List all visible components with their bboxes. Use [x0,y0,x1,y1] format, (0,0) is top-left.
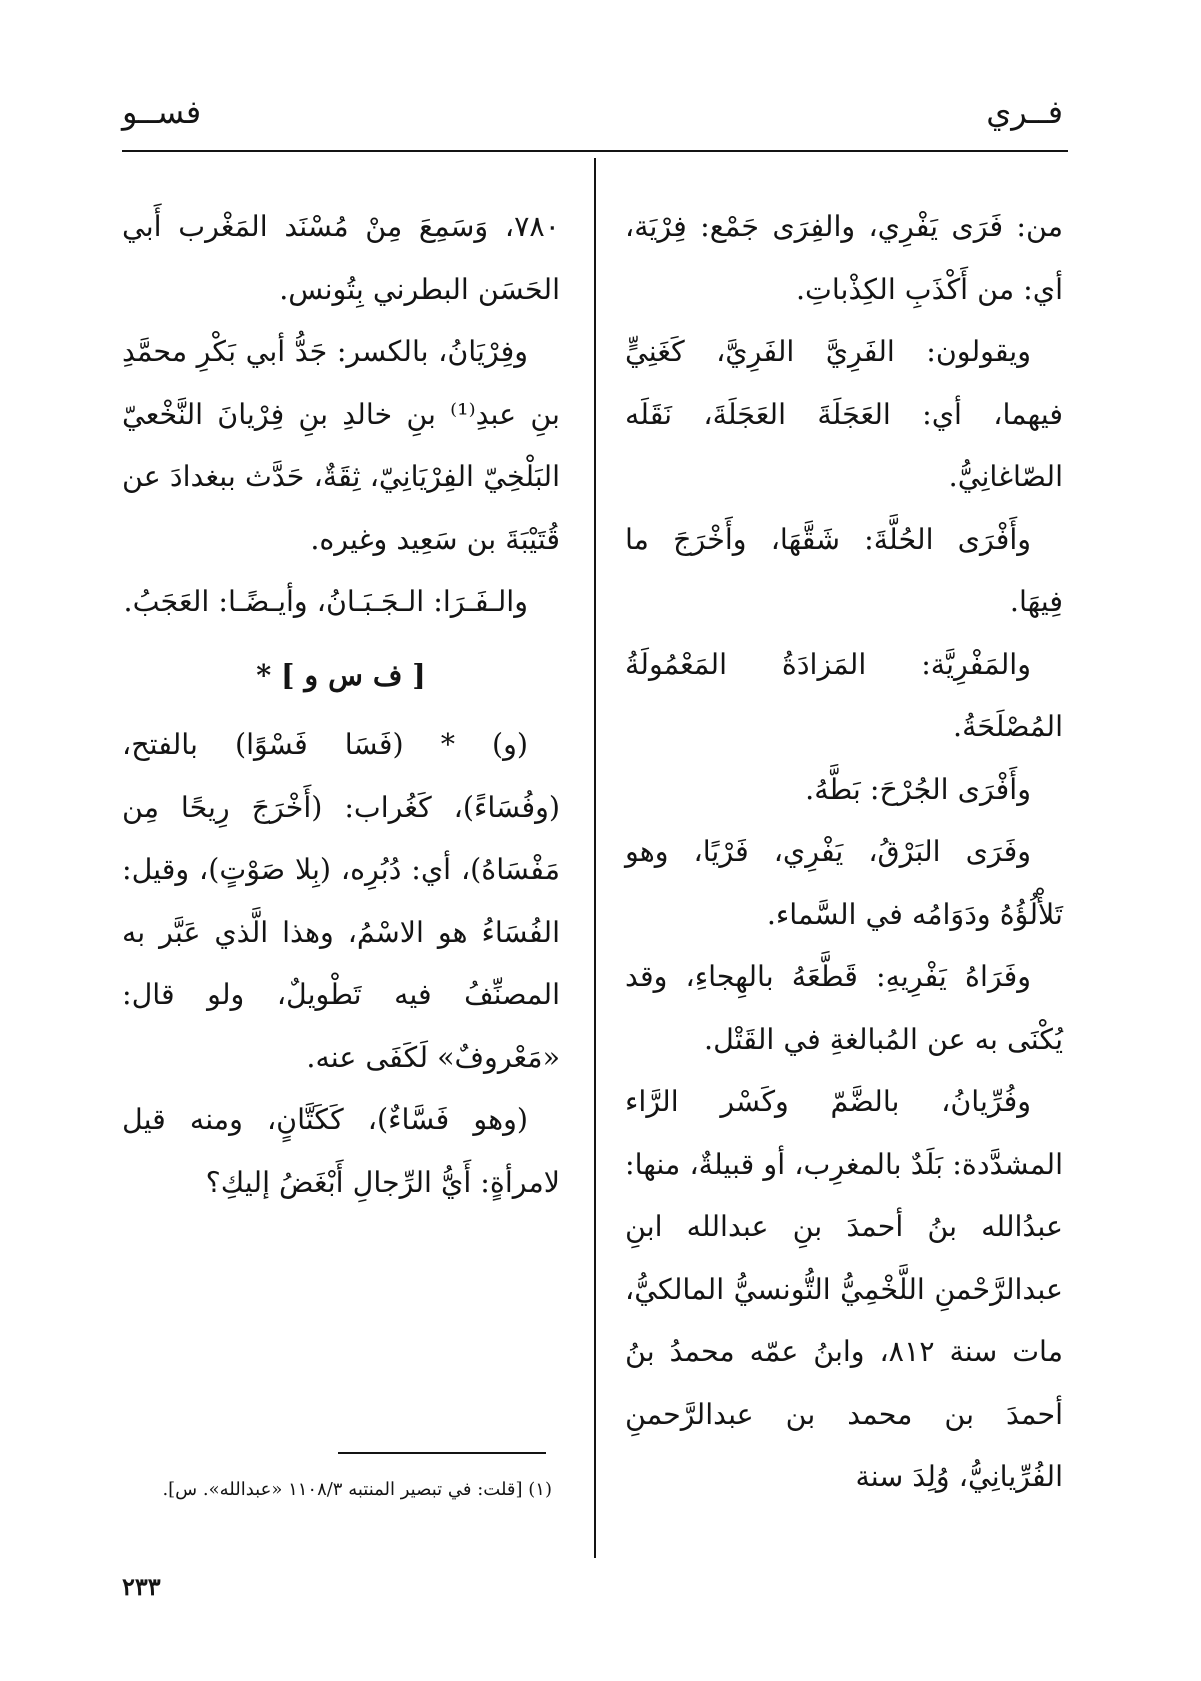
entry-paragraph: وفَرَى البَرْقُ، يَفْرِي، فَرْيًا، وهو تَلأْلُؤُهُ ودَوَامُه في السَّماء. [625,835,1063,931]
left-column [122,196,560,1214]
entry-paragraph: والـفَـرَا: الـجَـبَـانُ، وأيـضًـا: العَجَبُ. [123,585,528,618]
footnote: (١) [قلت: في تبصير المنتبه ١١٠٨/٣ «عبدالله». س]. [162,1479,552,1500]
header-rule [122,150,1068,152]
page-number: ٢٣٣ [122,1572,161,1601]
entry-paragraph: ويقولون: الفَرِيَّ الفَرِيَّ، كَغَنِيٍّ فيهما، أي: العَجَلَةَ العَجَلَةَ، نَقَلَه الصّاغانِيُّ. [625,335,1063,493]
entry-paragraph: وفَرَاهُ يَفْرِيهِ: قَطَّعَهُ بالهِجاءِ، وقد يُكْنَى به عن المُبالغةِ في القَتْل. [625,960,1063,1056]
column-divider [594,158,596,1558]
entry-paragraph: (وهو فَسَّاءٌ)، كَكَتَّانٍ، ومنه قيل لامرأةٍ: أَيُّ الرِّجالِ أَبْغَضُ إليكِ؟ [122,1103,560,1199]
entry-paragraph: (و) * (فَسَا فَسْوًا) بالفتح، (وفُسَاءً)، كَغُراب: (أَخْرَجَ رِيحًا مِن مَفْسَاهُ)، أي: دُبُرِه، (بِلا صَوْتٍ)، وقيل: الفُسَاءُ هو الاسْمُ، وهذا الَّذي عَبَّر به المصنِّفُ فيه تَطْويلٌ، ولو قال: «مَعْروفٌ» لَكَفَى عنه. [122,728,560,1074]
entry-paragraph: وأَفْرَى الحُلَّةَ: شَقَّهَا، وأَخْرَجَ ما فِيهَا. [625,522,1063,618]
root-heading: [ ف س و ] * [256,657,426,692]
running-header-left: فســو [122,93,202,131]
right-column [625,196,1063,1509]
footnote-rule [338,1452,546,1454]
entry-paragraph: والمَفْرِيَّة: المَزادَةُ المَعْمُولَةُ المُصْلَحَةُ. [625,647,1063,743]
entry-paragraph: وفُرِّيانُ، بالضَّمّ وكَسْر الرَّاء المشدَّدة: بَلَدٌ بالمغرِب، أو قبيلةٌ، منها: عبدُالله بنُ أحمدَ بنِ عبدالله ابنِ عبدالرَّحْمنِ اللَّخْمِيُّ التُّونسيُّ المالكيُّ، مات سنة ٨١٢، وابنُ عمّه محمدُ بنُ أحمدَ بن محمد بن عبدالرَّحمنِ الفُرِّيانِيُّ، وُلِدَ سنة [625,1085,1063,1493]
entry-paragraph: ٧٨٠، وَسَمِعَ مِنْ مُسْنَد المَغْرب أَبي الحَسَن البطرني بِتُونس. [122,210,560,306]
entry-paragraph: وفِرْيَانُ، بالكسر: جَدُّ أبي بَكْرِ محمَّدِ بنِ عبدِ⁽¹⁾ بنِ خالدِ بنِ فِرْيانَ النَّخْعيّ البَلْخِيّ الفِرْيَانِيّ، ثِقَةٌ، حَدَّث ببغدادَ عن قُتَيْبَةَ بن سَعِيد وغيره. [122,335,560,556]
running-header-right: فــري [986,93,1063,131]
entry-paragraph: وأَفْرَى الجُرْحَ: بَطَّهُ. [805,772,1031,806]
entry-paragraph: من: فَرَى يَفْرِي، والفِرَى جَمْع: فِرْيَة، أي: من أَكْذَبِ الكِذْباتِ. [625,210,1063,306]
